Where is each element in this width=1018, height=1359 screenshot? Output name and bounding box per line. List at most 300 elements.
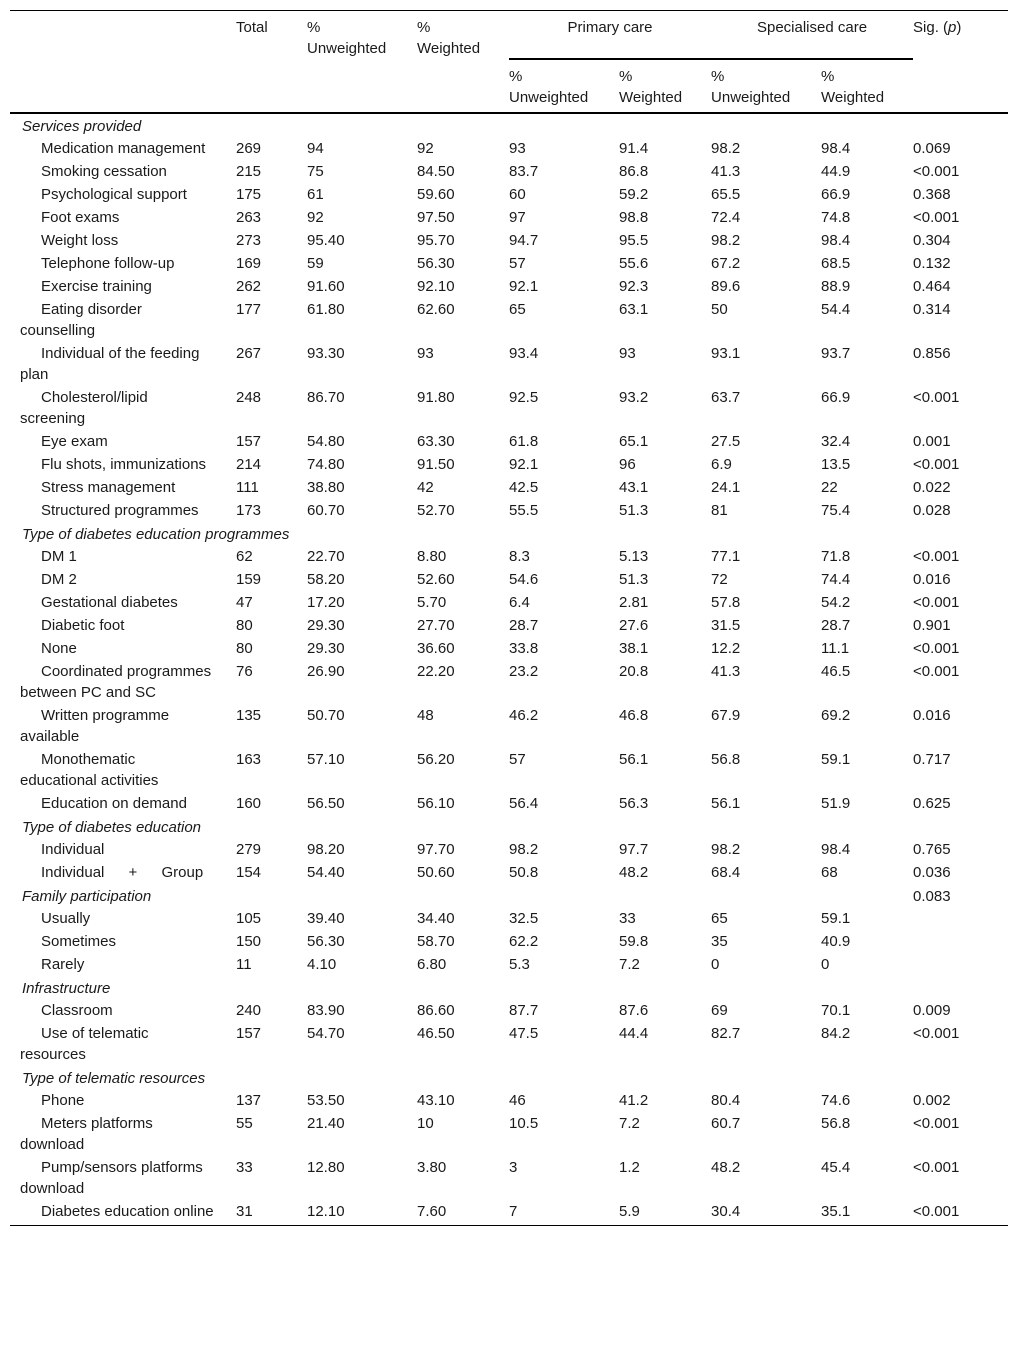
pct-weighted: 91.80: [417, 389, 455, 406]
sig: <0.001: [913, 548, 960, 565]
row-label: [10, 476, 236, 499]
row-label: [10, 591, 236, 614]
row-label: [10, 1200, 236, 1226]
row-label-text: Pump/sensors platforms download: [20, 1159, 203, 1197]
pct-weighted: 93: [417, 345, 434, 362]
row-label-text: Eye exam: [41, 433, 108, 450]
sc-unweighted: 80.4: [711, 1092, 741, 1109]
sc-unweighted: 41.3: [711, 163, 741, 180]
row-label-text: Usually: [41, 910, 91, 927]
pc-unweighted: 92.1: [509, 456, 539, 473]
row-label: [10, 999, 236, 1022]
table-row: [10, 999, 1008, 1022]
row-label-text: Telephone follow-up: [41, 255, 175, 272]
sig: <0.001: [913, 456, 960, 473]
sig: 0.765: [913, 841, 951, 858]
sc-weighted: 74.8: [821, 209, 851, 226]
pc-weighted: 98.8: [619, 209, 649, 226]
table-row: [10, 748, 1008, 792]
row-label-text: Individual: [41, 841, 105, 858]
sc-weighted: 75.4: [821, 502, 851, 519]
total: 177: [236, 301, 262, 318]
sc-weighted: 98.4: [821, 232, 851, 249]
pct-unweighted: 56.50: [307, 795, 345, 812]
pc-weighted: 38.1: [619, 640, 649, 657]
sc-weighted: 35.1: [821, 1200, 913, 1226]
pct-weighted: 5.70: [417, 594, 447, 611]
row-label-text: Individual + Group: [41, 864, 204, 881]
pct-unweighted: 53.50: [307, 1092, 345, 1109]
pc-unweighted: 28.7: [509, 617, 539, 634]
pct-unweighted: 26.90: [307, 663, 345, 680]
pct-unweighted: 94: [307, 140, 324, 157]
pct-weighted: 27.70: [417, 617, 455, 634]
pct-weighted: 62.60: [417, 301, 455, 318]
total: 267: [236, 345, 262, 362]
pc-weighted: 20.8: [619, 663, 649, 680]
table-row: [10, 298, 1008, 342]
section-header-row: [10, 113, 1008, 137]
row-label: [10, 545, 236, 568]
sc-weighted: 69.2: [821, 707, 851, 724]
pc-unweighted: 5.3: [509, 956, 530, 973]
pct-unweighted: 12.10: [307, 1200, 417, 1226]
pct-weighted: 84.50: [417, 163, 455, 180]
pct-weighted: 58.70: [417, 933, 455, 950]
pct-weighted: 34.40: [417, 910, 455, 927]
total: 80: [236, 617, 253, 634]
row-label: [10, 1112, 236, 1156]
table-row: [10, 252, 1008, 275]
header-pct-unweighted: % Unweighted: [307, 11, 417, 114]
row-label-text: Individual of the feeding plan: [20, 345, 200, 383]
sig: <0.001: [913, 1025, 960, 1042]
pct-weighted: 42: [417, 479, 434, 496]
pc-unweighted: 97: [509, 209, 526, 226]
row-label-text: Foot exams: [41, 209, 120, 226]
sc-weighted: 93.7: [821, 345, 851, 362]
table-row: [10, 907, 1008, 930]
pc-weighted: 87.6: [619, 1002, 649, 1019]
pct-weighted: 63.30: [417, 433, 455, 450]
table-row: [10, 838, 1008, 861]
total: 154: [236, 864, 262, 881]
row-label: [10, 930, 236, 953]
sc-weighted: 68: [821, 864, 838, 881]
table-row: [10, 660, 1008, 704]
pc-unweighted: 92.1: [509, 278, 539, 295]
pct-weighted: 97.50: [417, 209, 455, 226]
row-label-text: None: [41, 640, 77, 657]
table-row: [10, 275, 1008, 298]
table-row: [10, 1022, 1008, 1066]
pc-unweighted: 46.2: [509, 707, 539, 724]
pct-weighted: 91.50: [417, 456, 455, 473]
pct-unweighted: 86.70: [307, 389, 345, 406]
row-label: [10, 838, 236, 861]
pct-unweighted: 75: [307, 163, 324, 180]
pc-unweighted: 54.6: [509, 571, 539, 588]
pc-weighted: 59.8: [619, 933, 649, 950]
sig: <0.001: [913, 209, 960, 226]
table-row: [10, 386, 1008, 430]
pct-unweighted: 54.70: [307, 1025, 345, 1042]
sc-unweighted: 68.4: [711, 864, 741, 881]
sc-unweighted: 57.8: [711, 594, 741, 611]
pc-weighted: 56.1: [619, 751, 649, 768]
sc-weighted: 84.2: [821, 1025, 851, 1042]
pct-unweighted: 56.30: [307, 933, 345, 950]
pct-weighted: 22.20: [417, 663, 455, 680]
row-label-text: Meters platforms download: [20, 1115, 153, 1153]
row-label: [10, 614, 236, 637]
row-label: [10, 704, 236, 748]
pc-unweighted: 42.5: [509, 479, 539, 496]
total: 273: [236, 232, 262, 249]
sc-weighted: 74.6: [821, 1092, 851, 1109]
table-row: [10, 499, 1008, 522]
pct-unweighted: 54.40: [307, 864, 345, 881]
table-row: [10, 614, 1008, 637]
row-label: [10, 953, 236, 976]
row-label: [10, 907, 236, 930]
pc-weighted: 95.5: [619, 232, 649, 249]
sc-weighted: 74.4: [821, 571, 851, 588]
sc-unweighted: 63.7: [711, 389, 741, 406]
header-label-cell: [10, 11, 236, 114]
sig: 0.901: [913, 617, 951, 634]
sc-unweighted: 0: [711, 956, 720, 973]
pct-weighted: 43.10: [417, 1092, 455, 1109]
pc-unweighted: 62.2: [509, 933, 539, 950]
total: 214: [236, 456, 262, 473]
table-row: [10, 792, 1008, 815]
pc-unweighted: 33.8: [509, 640, 539, 657]
sc-weighted: 28.7: [821, 617, 851, 634]
section-header-row: [10, 815, 1008, 838]
section-header-row: [10, 522, 1008, 545]
sc-weighted: 45.4: [821, 1159, 851, 1176]
total: 159: [236, 571, 262, 588]
row-label: [10, 748, 236, 792]
pct-unweighted: 21.40: [307, 1115, 345, 1132]
table-row: [10, 430, 1008, 453]
sig: 0.314: [913, 301, 951, 318]
header-sc-weighted: % Weighted: [821, 59, 913, 113]
pct-weighted: 52.60: [417, 571, 455, 588]
row-label: [10, 792, 236, 815]
pc-unweighted: 47.5: [509, 1025, 539, 1042]
section-title: Family participation: [22, 888, 152, 905]
total: 33: [236, 1159, 253, 1176]
pct-weighted: 95.70: [417, 232, 455, 249]
pc-weighted: 86.8: [619, 163, 649, 180]
pct-unweighted: 38.80: [307, 479, 345, 496]
total: 105: [236, 910, 262, 927]
table-row: [10, 160, 1008, 183]
pc-unweighted: 57: [509, 255, 526, 272]
pc-weighted: 56.3: [619, 795, 649, 812]
pc-unweighted: 93.4: [509, 345, 539, 362]
row-label-text: Use of telematic resources: [20, 1025, 149, 1063]
sc-unweighted: 81: [711, 502, 728, 519]
total: 279: [236, 841, 262, 858]
sig: 0.625: [913, 795, 951, 812]
sc-unweighted: 6.9: [711, 456, 732, 473]
total: 160: [236, 795, 262, 812]
sc-unweighted: 72.4: [711, 209, 741, 226]
row-label: [10, 1156, 236, 1200]
pct-unweighted: 59: [307, 255, 324, 272]
table-row: [10, 545, 1008, 568]
sc-weighted: 0: [821, 956, 830, 973]
table-row: [10, 229, 1008, 252]
total: 150: [236, 933, 262, 950]
row-label: [10, 160, 236, 183]
table-row: [10, 342, 1008, 386]
header-sig: [913, 11, 1008, 114]
pct-weighted: 8.80: [417, 548, 447, 565]
total: 262: [236, 278, 262, 295]
sig: 0.464: [913, 278, 951, 295]
pc-unweighted: 94.7: [509, 232, 539, 249]
pc-weighted: 48.2: [619, 864, 649, 881]
row-label-text: Classroom: [41, 1002, 113, 1019]
header-pc-unweighted: % Unweighted: [509, 59, 619, 113]
pct-unweighted: 39.40: [307, 910, 345, 927]
pc-unweighted: 8.3: [509, 548, 530, 565]
total: 215: [236, 163, 262, 180]
sc-weighted: 71.8: [821, 548, 851, 565]
row-label-text: Smoking cessation: [41, 163, 167, 180]
sc-weighted: 44.9: [821, 163, 851, 180]
row-label-text: Cholesterol/lipid screening: [20, 389, 148, 427]
row-label: [10, 499, 236, 522]
row-label: [10, 568, 236, 591]
row-label: [10, 206, 236, 229]
table-row: [10, 953, 1008, 976]
pc-unweighted: 93: [509, 140, 526, 157]
pct-unweighted: 12.80: [307, 1159, 345, 1176]
pc-weighted: 2.81: [619, 594, 649, 611]
total: 163: [236, 751, 262, 768]
sc-weighted: 88.9: [821, 278, 851, 295]
pct-weighted: 56.30: [417, 255, 455, 272]
total: 157: [236, 433, 262, 450]
pct-unweighted: 74.80: [307, 456, 345, 473]
sc-unweighted: 27.5: [711, 433, 741, 450]
sc-unweighted: 82.7: [711, 1025, 741, 1042]
table-row: [10, 591, 1008, 614]
total: 175: [236, 186, 262, 203]
pc-weighted: 5.9: [619, 1200, 711, 1226]
row-label-text: Stress management: [41, 479, 176, 496]
sc-weighted: 98.4: [821, 140, 851, 157]
row-label: [10, 342, 236, 386]
sc-weighted: 59.1: [821, 910, 851, 927]
row-label: [10, 660, 236, 704]
table-row: [10, 476, 1008, 499]
sig: 0.016: [913, 707, 951, 724]
row-label-text: Rarely: [41, 956, 85, 973]
header-pct-weighted: % Weighted: [417, 11, 509, 114]
pct-unweighted: 29.30: [307, 617, 345, 634]
pct-weighted: 97.70: [417, 841, 455, 858]
pc-weighted: 51.3: [619, 571, 649, 588]
pct-unweighted: 91.60: [307, 278, 345, 295]
pct-unweighted: 92: [307, 209, 324, 226]
sc-weighted: 22: [821, 479, 838, 496]
row-label: [10, 1089, 236, 1112]
pc-weighted: 7.2: [619, 956, 640, 973]
section-sig: [913, 113, 1008, 137]
total: 55: [236, 1115, 253, 1132]
table-row: [10, 206, 1008, 229]
total: 135: [236, 707, 262, 724]
section-sig: [913, 522, 1008, 545]
section-header-row: [10, 976, 1008, 999]
sig: 0.028: [913, 502, 951, 519]
pct-unweighted: 17.20: [307, 594, 345, 611]
total: 269: [236, 140, 262, 157]
pc-unweighted: 56.4: [509, 795, 539, 812]
pct-unweighted: 61.80: [307, 301, 345, 318]
sc-unweighted: 24.1: [711, 479, 741, 496]
table-row: [10, 1112, 1008, 1156]
row-label-text: Structured programmes: [41, 502, 199, 519]
sig: 0.132: [913, 255, 951, 272]
row-label-text: DM 2: [41, 571, 77, 588]
row-label-text: Sometimes: [41, 933, 117, 950]
pc-weighted: 33: [619, 910, 636, 927]
pc-weighted: 27.6: [619, 617, 649, 634]
pct-weighted: 56.10: [417, 795, 455, 812]
section-title: Infrastructure: [22, 980, 111, 997]
total: 62: [236, 548, 253, 565]
sig: 0.368: [913, 186, 951, 203]
sc-unweighted: 69: [711, 1002, 728, 1019]
pc-weighted: 51.3: [619, 502, 649, 519]
pc-unweighted: 98.2: [509, 841, 539, 858]
section-header-row: [10, 1066, 1008, 1089]
row-label: [10, 861, 236, 884]
row-label-text: Gestational diabetes: [41, 594, 178, 611]
pc-weighted: 93: [619, 345, 636, 362]
sc-weighted: 46.5: [821, 663, 851, 680]
pct-unweighted: 54.80: [307, 433, 345, 450]
table-row: [10, 183, 1008, 206]
sig: 0.009: [913, 1002, 951, 1019]
table-container: [10, 10, 1008, 1226]
row-label-text: Education on demand: [41, 795, 187, 812]
total: 169: [236, 255, 262, 272]
sc-unweighted: 77.1: [711, 548, 741, 565]
pct-unweighted: 29.30: [307, 640, 345, 657]
sc-weighted: 51.9: [821, 795, 851, 812]
total: 80: [236, 640, 253, 657]
section-title: Type of diabetes education programmes: [22, 526, 290, 543]
pc-weighted: 97.7: [619, 841, 649, 858]
sig: 0.717: [913, 751, 951, 768]
section-sig: [913, 976, 1008, 999]
pc-weighted: 59.2: [619, 186, 649, 203]
row-label-text: DM 1: [41, 548, 77, 565]
sig: 0.002: [913, 1092, 951, 1109]
sc-unweighted: 41.3: [711, 663, 741, 680]
sc-unweighted: 65: [711, 910, 728, 927]
sc-unweighted: 98.2: [711, 841, 741, 858]
pc-weighted: 43.1: [619, 479, 649, 496]
row-label: [10, 275, 236, 298]
results-table: [10, 10, 1008, 1226]
pct-weighted: 6.80: [417, 956, 447, 973]
pc-unweighted: 7: [509, 1200, 619, 1226]
total: 47: [236, 594, 253, 611]
row-label: [10, 298, 236, 342]
pct-unweighted: 61: [307, 186, 324, 203]
row-label: [10, 252, 236, 275]
pc-unweighted: 57: [509, 751, 526, 768]
pct-weighted: 56.20: [417, 751, 455, 768]
header-sig-p: p: [948, 19, 957, 36]
sc-weighted: 70.1: [821, 1002, 851, 1019]
pct-weighted: 46.50: [417, 1025, 455, 1042]
total: 111: [236, 479, 259, 496]
sc-unweighted: 31.5: [711, 617, 741, 634]
pc-weighted: 96: [619, 456, 636, 473]
sc-weighted: 13.5: [821, 456, 851, 473]
sig: 0.036: [913, 864, 951, 881]
header-sig-suffix: ): [956, 19, 962, 36]
sc-weighted: 66.9: [821, 389, 851, 406]
sig: <0.001: [913, 663, 960, 680]
row-label-text: Diabetes education online: [41, 1203, 214, 1220]
pc-unweighted: 83.7: [509, 163, 539, 180]
sc-unweighted: 98.2: [711, 232, 741, 249]
sc-unweighted: 67.9: [711, 707, 741, 724]
row-label-text: Flu shots, immunizations: [41, 456, 207, 473]
row-label-text: Monothematic educational activities: [20, 751, 159, 789]
row-label-text: Written programme available: [20, 707, 170, 745]
pc-unweighted: 3: [509, 1159, 518, 1176]
sc-unweighted: 35: [711, 933, 728, 950]
row-label-text: Diabetic foot: [41, 617, 125, 634]
pc-weighted: 91.4: [619, 140, 649, 157]
header-sig-prefix: Sig. (: [913, 19, 949, 36]
row-label: [10, 637, 236, 660]
sig: 0.304: [913, 232, 951, 249]
sig: <0.001: [913, 594, 960, 611]
row-label-text: Psychological support: [41, 186, 187, 203]
row-label: [10, 1022, 236, 1066]
sc-unweighted: 56.1: [711, 795, 741, 812]
section-title: Services provided: [22, 118, 142, 135]
table-row: [10, 1156, 1008, 1200]
sig: 0.069: [913, 140, 951, 157]
pc-weighted: 55.6: [619, 255, 649, 272]
pc-weighted: 44.4: [619, 1025, 649, 1042]
pc-unweighted: 60: [509, 186, 526, 203]
section-title: Type of diabetes education: [22, 819, 202, 836]
sig: <0.001: [913, 1200, 1008, 1226]
sc-weighted: 66.9: [821, 186, 851, 203]
total: 173: [236, 502, 262, 519]
sc-unweighted: 93.1: [711, 345, 741, 362]
pct-unweighted: 57.10: [307, 751, 345, 768]
row-label-text: Exercise training: [41, 278, 152, 295]
pc-unweighted: 46: [509, 1092, 526, 1109]
row-label: [10, 386, 236, 430]
